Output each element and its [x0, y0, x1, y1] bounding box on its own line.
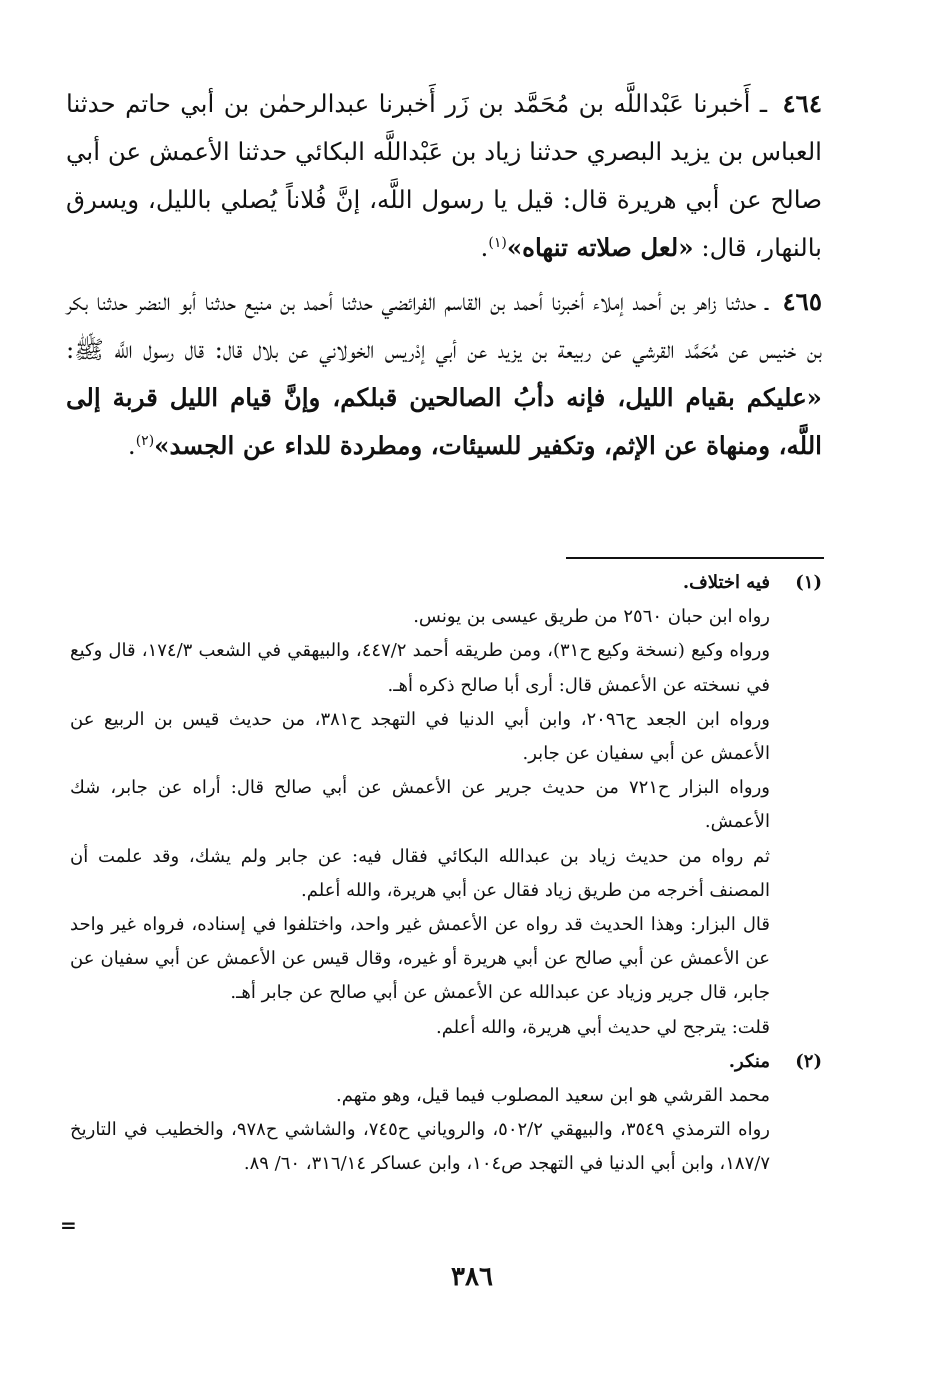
hadith-465-number: ٤٦٥: [782, 287, 822, 316]
page-number: ٣٨٦: [451, 1262, 493, 1292]
hadith-464-quote: «لعل صلاته تنهاه»: [506, 233, 694, 262]
footnote-1-header: [70, 566, 822, 600]
footnote-2-line: محمد القرشي هو ابن سعيد المصلوب فيما قيل، وهو متهم.: [335, 1085, 770, 1107]
footnote-1-line: ورواه ابن الجعد ح٢٠٩٦، وابن أبي الدنيا في التهجد ح٣٨١، من حديث قيس بن الربيع عن الأعمش عن أبي سفيان عن جابر.: [70, 708, 770, 765]
footnote-2-title: منكر.: [728, 1050, 770, 1072]
footnote-ref-1[interactable]: (١): [488, 234, 507, 251]
hadith-464-number: ٤٦٤: [782, 89, 822, 118]
footnote-1-marker: (١): [795, 572, 822, 593]
hadith-464: [66, 80, 822, 272]
footnote-1-title: فيه اختلاف.: [682, 572, 770, 593]
hadith-465-quote: «عليكم بقيام الليل، فإنه دأبُ الصالحين قبلكم، وإنَّ قيام الليل قربة إلى اللَّه، ومنهاة عن الإثم، وتكفير للسيئات، ومطردة للداء عن الجسد»: [66, 383, 822, 460]
footnote-2-marker: (٢): [795, 1050, 822, 1072]
footnote-1-line: ورواه وكيع (نسخة وكيع ح٣١)، ومن طريقه أحمد ٤٤٧/٢، والبيهقي في الشعب ١٧٤/٣، قال وكيع في نسخته عن الأعمش قال: أرى أبا صالح ذكره أهـ.: [70, 640, 771, 696]
hadith-464-end: .: [480, 233, 489, 262]
hadith-465-end: .: [127, 431, 136, 460]
hadith-464-chain: ـ أَخبرنا عَبْداللَّه بن مُحَمَّد بن زَر أَخبرنا عبدالرحمٰن بن أبي حاتم حدثنا العباس بن يزيد البصري حدثنا زياد بن عَبْداللَّه البكائي حدثنا الأعمش عن أبي صالح عن أبي هريرة قال: قيل يا رسول اللَّه، إنَّ فُلاناً يُصلي بالليل، ويسرق بالنهار، قال:: [66, 89, 822, 262]
footnote-1-line: ثم رواه من حديث زياد بن عبدالله البكائي فقال فيه: عن جابر ولم يشك، وقد علمت أن المصنف أخرجه من طريق زياد فقال عن أبي هريرة، والله أعلم.: [70, 845, 770, 901]
footnote-2-line: رواه الترمذي ٣٥٤٩، والبيهقي ٥٠٢/٢، والروياني ح٧٤٥، والشاشي ح٩٧٨، والخطيب في التاريخ ١٨٧/٧، وابن أبي الدنيا في التهجد ص١٠٤، وابن عساكر ٣١٦/١٤، ٦٠/ ٨٩.: [70, 1119, 771, 1175]
hadith-464-paragraph: [66, 80, 822, 272]
hadith-465: [66, 278, 822, 470]
hadith-465-chain: ـ حدثنا زاهر بن أحمد إملاء أخبرنا أحمد بن القاسم الفرائضي حدثنا أحمد بن منيع حدثنا أبو النضر حدثنا بكر بن خنيس عن مُحَمَّد القرشي عن ربيعة بن يزيد عن أبي إدْريس الخولاني عن بلال قال: قال رسول اللَّه ﷺ:: [66, 287, 822, 364]
footnote-1-line: رواه ابن حبان ٢٥٦٠ من طريق عيسى بن يونس.: [413, 606, 770, 628]
footnote-separator: [566, 557, 824, 559]
footnote-ref-2[interactable]: (٢): [135, 432, 155, 449]
footnote-1-line: قلت: يترجح لي حديث أبي هريرة، والله أعلم.: [435, 1016, 770, 1038]
continuation-mark: =: [60, 1213, 77, 1237]
footnotes: [70, 566, 822, 1182]
footnote-1-line: قال البزار: وهذا الحديث قد رواه عن الأعمش غير واحد، واختلفوا في إسناده، فرواه غير واحد عن الأعمش عن أبي صالح عن أبي هريرة أو غيره، وقال قيس عن الأعمش عن أبي سفيان عن جابر، قال جرير وزياد عن عبدالله عن الأعمش عن أبي صالح عن جابر أهـ.: [70, 914, 770, 1004]
footnote-1-line: ورواه البزار ح٧٢١ من حديث جرير عن الأعمش عن أبي صالح قال: أراه عن جابر، شك الأعمش.: [70, 777, 770, 833]
hadith-465-paragraph: [66, 278, 822, 470]
footnote-2-header: [70, 1045, 822, 1079]
